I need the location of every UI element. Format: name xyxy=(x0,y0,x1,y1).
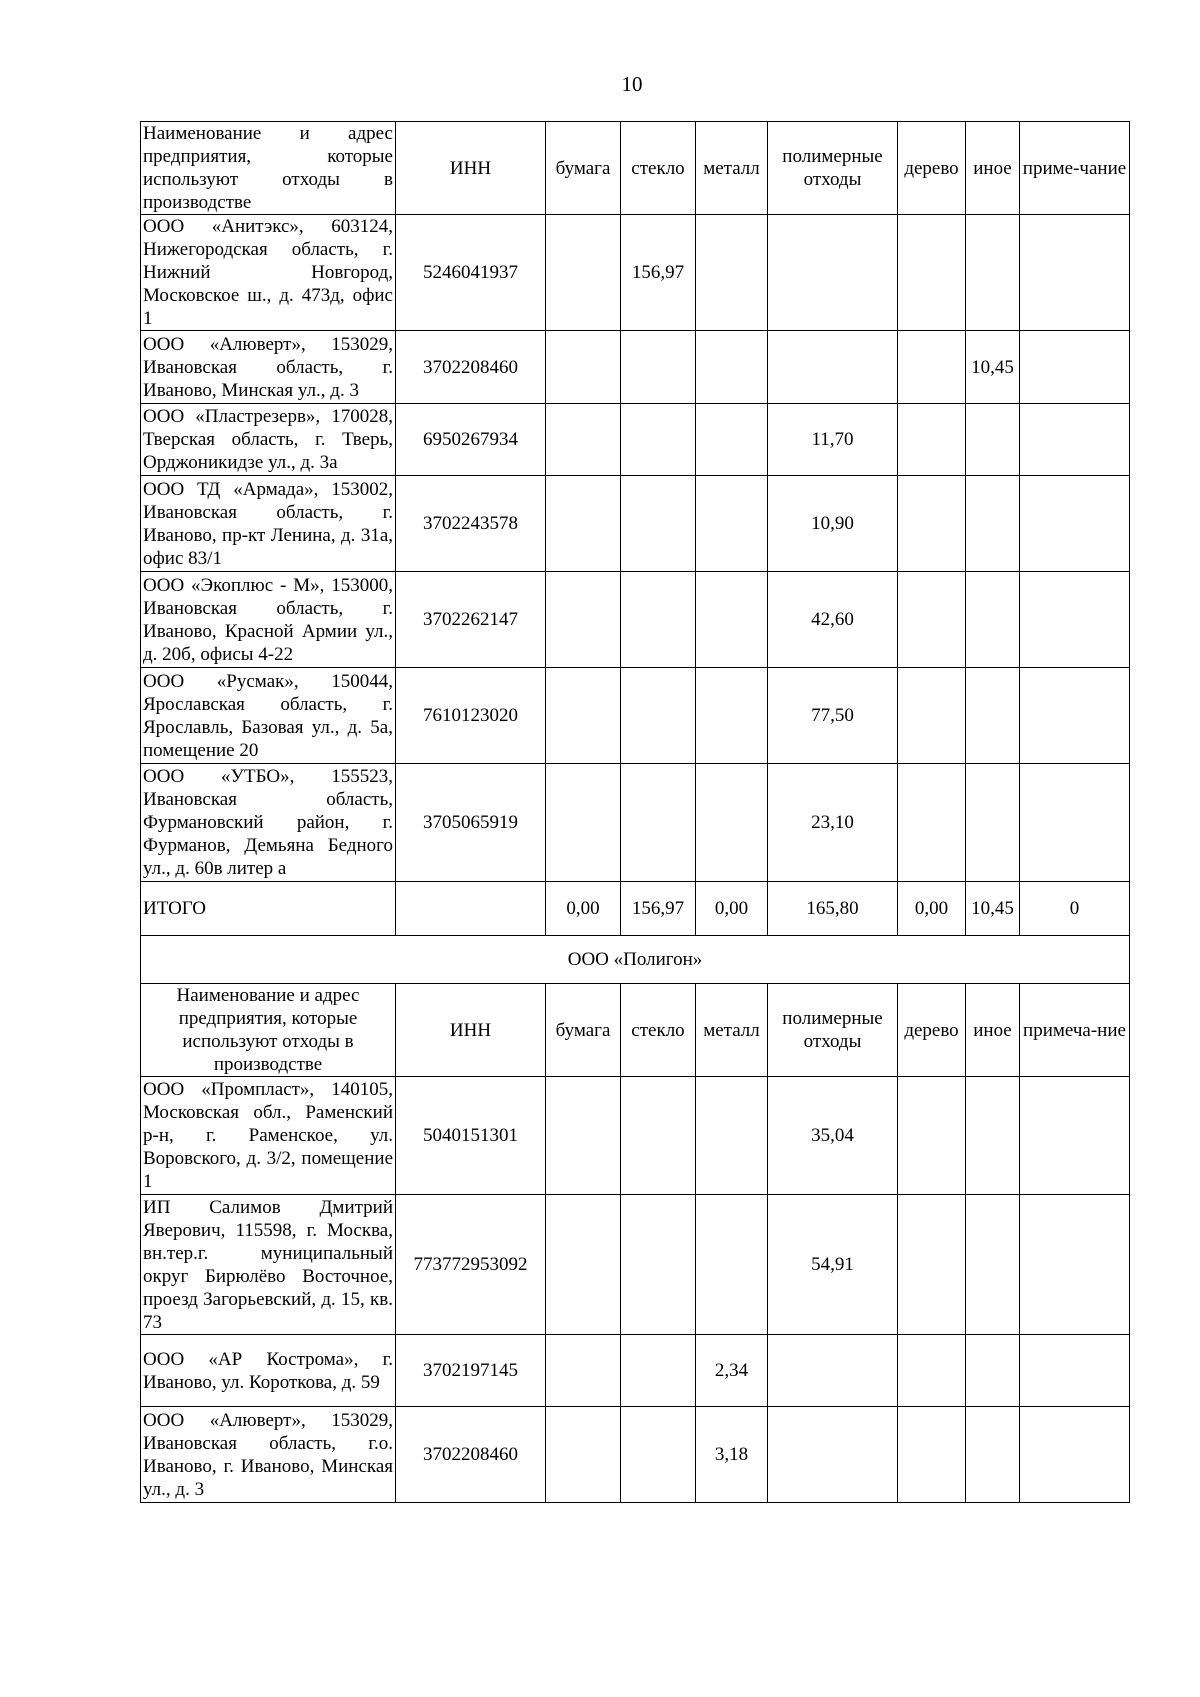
note-cell xyxy=(1020,668,1130,764)
company-name-address: ООО «Русмак», 150044, Ярославская область, г. Ярославль, Базовая ул., д. 5а, помещение 20 xyxy=(141,668,396,764)
glass-cell xyxy=(621,331,696,404)
company-name-address: ООО «Алюверт», 153029, Ивановская область, г. Иваново, Минская ул., д. 3 xyxy=(141,331,396,404)
table-row xyxy=(141,668,1130,764)
other-cell xyxy=(966,476,1020,572)
note-cell xyxy=(1020,572,1130,668)
header-polymer: полимерные отходы xyxy=(768,122,898,215)
inn-cell: 7610123020 xyxy=(396,668,546,764)
header-note: приме-чание xyxy=(1020,122,1130,215)
company-name-address: ООО «Пластрезерв», 170028, Тверская область, г. Тверь, Орджоникидзе ул., д. 3а xyxy=(141,404,396,476)
total-paper: 0,00 xyxy=(546,882,621,936)
company-name-address: ООО «Промпласт», 140105, Московская обл., Раменский р-н, г. Раменское, ул. Воровского, д. 3/2, помещение 1 xyxy=(141,1077,396,1195)
glass-cell xyxy=(621,572,696,668)
wood-cell xyxy=(898,764,966,882)
header-glass: стекло xyxy=(621,122,696,215)
glass-cell xyxy=(621,1077,696,1195)
paper-cell xyxy=(546,404,621,476)
page-number: 10 xyxy=(621,72,643,96)
inn-cell: 3702262147 xyxy=(396,572,546,668)
paper-cell xyxy=(546,572,621,668)
polymer-cell: 42,60 xyxy=(768,572,898,668)
paper-cell xyxy=(546,668,621,764)
polymer-cell: 11,70 xyxy=(768,404,898,476)
note-cell xyxy=(1020,331,1130,404)
note-cell xyxy=(1020,476,1130,572)
other-cell xyxy=(966,1195,1020,1335)
other-cell xyxy=(966,764,1020,882)
header-wood: дерево xyxy=(898,122,966,215)
inn-cell: 3702197145 xyxy=(396,1335,546,1407)
metal-cell xyxy=(696,1195,768,1335)
other-cell xyxy=(966,1077,1020,1195)
polymer-cell xyxy=(768,1407,898,1503)
total-note: 0 xyxy=(1020,882,1130,936)
polymer-cell: 23,10 xyxy=(768,764,898,882)
header-inn: ИНН xyxy=(396,122,546,215)
wood-cell xyxy=(898,668,966,764)
paper-cell xyxy=(546,476,621,572)
company-name-address: ООО «АР Кострома», г. Иваново, ул. Короткова, д. 59 xyxy=(141,1335,396,1407)
glass-cell xyxy=(621,476,696,572)
note-cell xyxy=(1020,1335,1130,1407)
metal-cell: 3,18 xyxy=(696,1407,768,1503)
polymer-cell xyxy=(768,215,898,331)
metal-cell xyxy=(696,331,768,404)
glass-cell xyxy=(621,668,696,764)
other-cell xyxy=(966,1407,1020,1503)
wood-cell xyxy=(898,1407,966,1503)
polymer-cell: 54,91 xyxy=(768,1195,898,1335)
header-other: иное xyxy=(966,122,1020,215)
inn-cell: 3702243578 xyxy=(396,476,546,572)
header-other: иное xyxy=(966,984,1020,1077)
metal-cell: 2,34 xyxy=(696,1335,768,1407)
polymer-cell: 10,90 xyxy=(768,476,898,572)
wood-cell xyxy=(898,331,966,404)
header-paper: бумага xyxy=(546,984,621,1077)
table-row xyxy=(141,331,1130,404)
metal-cell xyxy=(696,476,768,572)
total-glass: 156,97 xyxy=(621,882,696,936)
header-metal: металл xyxy=(696,984,768,1077)
polymer-cell xyxy=(768,1335,898,1407)
paper-cell xyxy=(546,1407,621,1503)
total-inn-cell xyxy=(396,882,546,936)
header-glass: стекло xyxy=(621,984,696,1077)
table-row xyxy=(141,215,1130,331)
table-row xyxy=(141,572,1130,668)
polymer-cell xyxy=(768,331,898,404)
wood-cell xyxy=(898,1077,966,1195)
wood-cell xyxy=(898,476,966,572)
other-cell xyxy=(966,572,1020,668)
metal-cell xyxy=(696,764,768,882)
wood-cell xyxy=(898,1195,966,1335)
table-row xyxy=(141,1195,1130,1335)
header-paper: бумага xyxy=(546,122,621,215)
other-cell xyxy=(966,1335,1020,1407)
table-header-row xyxy=(141,984,1130,1077)
inn-cell: 773772953092 xyxy=(396,1195,546,1335)
company-name-address: ООО «Экоплюс - М», 153000, Ивановская область, г. Иваново, Красной Армии ул., д. 20б, офисы 4-22 xyxy=(141,572,396,668)
glass-cell xyxy=(621,1335,696,1407)
table-row xyxy=(141,476,1130,572)
polymer-cell: 35,04 xyxy=(768,1077,898,1195)
company-name-address: ООО «УТБО», 155523, Ивановская область, Фурмановский район, г. Фурманов, Демьяна Бедного ул., д. 60в литер а xyxy=(141,764,396,882)
paper-cell xyxy=(546,1195,621,1335)
glass-cell xyxy=(621,764,696,882)
header-wood: дерево xyxy=(898,984,966,1077)
wood-cell xyxy=(898,215,966,331)
note-cell xyxy=(1020,1195,1130,1335)
header-polymer: полимерные отходы xyxy=(768,984,898,1077)
company-name-address: ООО «Анитэкс», 603124, Нижегородская область, г. Нижний Новгород, Московское ш., д. 473д, офис 1 xyxy=(141,215,396,331)
inn-cell: 6950267934 xyxy=(396,404,546,476)
other-cell xyxy=(966,215,1020,331)
header-name: Наименование и адрес предприятия, которые используют отходы в производстве xyxy=(141,984,396,1077)
section-row xyxy=(141,936,1130,984)
inn-cell: 3702208460 xyxy=(396,1407,546,1503)
table-header-row xyxy=(141,122,1130,215)
company-name-address: ООО ТД «Армада», 153002, Ивановская область, г. Иваново, пр-кт Ленина, д. 31а, офис 83/1 xyxy=(141,476,396,572)
header-inn: ИНН xyxy=(396,984,546,1077)
glass-cell xyxy=(621,1195,696,1335)
glass-cell: 156,97 xyxy=(621,215,696,331)
metal-cell xyxy=(696,1077,768,1195)
total-other: 10,45 xyxy=(966,882,1020,936)
wood-cell xyxy=(898,572,966,668)
note-cell xyxy=(1020,764,1130,882)
wood-cell xyxy=(898,404,966,476)
waste-recipients-table xyxy=(140,121,1130,1503)
paper-cell xyxy=(546,1335,621,1407)
metal-cell xyxy=(696,215,768,331)
inn-cell: 3705065919 xyxy=(396,764,546,882)
other-cell xyxy=(966,404,1020,476)
company-name-address: ООО «Алюверт», 153029, Ивановская область, г.о. Иваново, г. Иваново, Минская ул., д. 3 xyxy=(141,1407,396,1503)
table-row xyxy=(141,1077,1130,1195)
inn-cell: 3702208460 xyxy=(396,331,546,404)
section-title: ООО «Полигон» xyxy=(141,936,1130,984)
header-name: Наименование и адрес предприятия, которые используют отходы в производстве xyxy=(141,122,396,215)
paper-cell xyxy=(546,215,621,331)
other-cell: 10,45 xyxy=(966,331,1020,404)
inn-cell: 5246041937 xyxy=(396,215,546,331)
table-row xyxy=(141,764,1130,882)
note-cell xyxy=(1020,215,1130,331)
table-row xyxy=(141,1407,1130,1503)
header-metal: металл xyxy=(696,122,768,215)
total-row xyxy=(141,882,1130,936)
paper-cell xyxy=(546,764,621,882)
total-polymer: 165,80 xyxy=(768,882,898,936)
inn-cell: 5040151301 xyxy=(396,1077,546,1195)
total-metal: 0,00 xyxy=(696,882,768,936)
table-row xyxy=(141,404,1130,476)
total-label: ИТОГО xyxy=(141,882,396,936)
glass-cell xyxy=(621,1407,696,1503)
metal-cell xyxy=(696,404,768,476)
other-cell xyxy=(966,668,1020,764)
paper-cell xyxy=(546,331,621,404)
metal-cell xyxy=(696,572,768,668)
metal-cell xyxy=(696,668,768,764)
glass-cell xyxy=(621,404,696,476)
total-wood: 0,00 xyxy=(898,882,966,936)
wood-cell xyxy=(898,1335,966,1407)
note-cell xyxy=(1020,1407,1130,1503)
table-row xyxy=(141,1335,1130,1407)
paper-cell xyxy=(546,1077,621,1195)
company-name-address: ИП Салимов Дмитрий Яверович, 115598, г. Москва, вн.тер.г. муниципальный округ Бирюлёво Восточное, проезд Загорьевский, д. 15, кв. 73 xyxy=(141,1195,396,1335)
note-cell xyxy=(1020,1077,1130,1195)
header-note: примеча-ние xyxy=(1020,984,1130,1077)
note-cell xyxy=(1020,404,1130,476)
polymer-cell: 77,50 xyxy=(768,668,898,764)
